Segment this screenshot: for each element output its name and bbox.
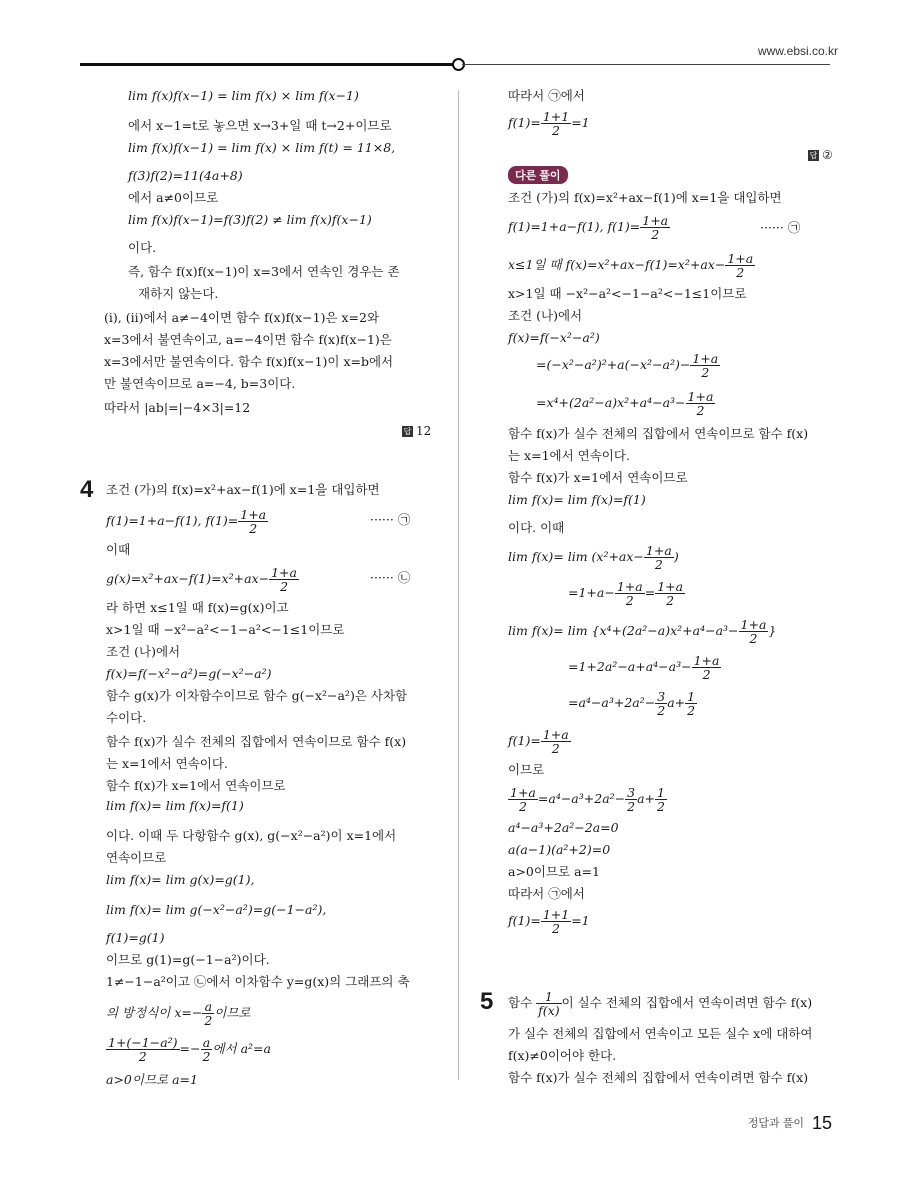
page-number: 15 xyxy=(811,1113,832,1133)
answer-value: 12 xyxy=(416,424,432,438)
right-line-1: 따라서 ㉠에서 xyxy=(508,88,585,103)
p5-line-2: 가 실수 전체의 집합에서 연속이고 모든 실수 x에 대하여 xyxy=(508,1026,813,1041)
p4-line-3: 이때 xyxy=(106,542,131,557)
p5-line-4: 함수 f(x)가 실수 전체의 집합에서 연속이려면 함수 f(x) xyxy=(508,1070,809,1085)
right-line-2: f(1)= $\frac{1+1}{2}$ =1 xyxy=(508,109,590,138)
right-line-3: 조건 (가)의 f(x)=x²+ax−f(1)에 x=1을 대입하면 xyxy=(508,190,782,205)
left-line-2: 에서 x−1=t로 놓으면 x→3+일 때 t→2+이므로 xyxy=(128,118,392,133)
right-line-10: =x⁴+(2a²−a)x²+a⁴−a³− $\frac{1+a}{2}$ xyxy=(536,389,714,418)
p4-line-18: lim f(x)= lim g(−x²−a²)=g(−1−a²), xyxy=(106,902,327,917)
p4-line-24: a>0이므로 a=1 xyxy=(106,1072,198,1087)
right-line-19: =1+2a²−a+a⁴−a³− $\frac{1+a}{2}$ xyxy=(568,653,720,682)
right-line-25: a(a−1)(a²+2)=0 xyxy=(508,842,611,857)
left-line-1: lim f(x)f(x−1) = lim f(x) × lim f(x−1) xyxy=(128,88,359,103)
p4-line-22: 의 방정식이 x=− $\frac{a}{2}$ 이므로 xyxy=(106,999,251,1028)
left-line-6: lim f(x)f(x−1)=f(3)f(2) ≠ lim f(x)f(x−1) xyxy=(128,212,372,227)
right-line-27: 따라서 ㉠에서 xyxy=(508,886,585,901)
right-line-11: 함수 f(x)가 실수 전체의 집합에서 연속이므로 함수 f(x) xyxy=(508,426,809,441)
header-rule-right xyxy=(462,64,830,65)
p4-line-12: 는 x=1에서 연속이다. xyxy=(106,756,228,771)
p4-line-23: $\frac{\text{1+(−1−a²)}}{2}$ =− $\frac{a}{2}$ 에서 a²=a xyxy=(108,1035,271,1064)
answer-icon: 답 xyxy=(809,151,818,160)
column-divider xyxy=(458,90,459,1080)
p4-line-19: f(1)=g(1) xyxy=(106,930,165,945)
site-url[interactable]: www.ebsi.co.kr xyxy=(757,44,838,58)
p4-line-2: f(1)=1+a−f(1), f(1)= $\frac{1+a}{2}$ xyxy=(106,507,267,536)
p4-line-10: 수이다. xyxy=(106,710,147,725)
answer-icon: 답 xyxy=(403,427,412,436)
right-line-15: 이다. 이때 xyxy=(508,520,565,535)
right-line-14: lim f(x)= lim f(x)=f(1) xyxy=(508,492,646,507)
p4-line-8: f(x)=f(−x²−a²)=g(−x²−a²) xyxy=(106,666,272,681)
p4-line-21: 1≠−1−a²이고 ㉡에서 이차함수 y=g(x)의 그래프의 축 xyxy=(106,974,410,989)
left-line-3: lim f(x)f(x−1) = lim f(x) × lim f(t) = 11×8, xyxy=(128,140,396,155)
right-line-13: 함수 f(x)가 x=1에서 연속이므로 xyxy=(508,470,688,485)
left-line-13: 만 불연속이므로 a=−4, b=3이다. xyxy=(104,376,296,391)
right-line-23: $\frac{1+a}{2}$ =a⁴−a³+2a²− $\frac{3}{2}$ a+ $\frac{1}{2}$ xyxy=(510,785,665,814)
left-line-5: 에서 a≠0이므로 xyxy=(128,190,219,205)
p5-line-3: f(x)≠0이어야 한다. xyxy=(508,1048,617,1063)
p4-line-1: 조건 (가)의 f(x)=x²+ax−f(1)에 x=1을 대입하면 xyxy=(106,482,380,497)
left-line-12: x=3에서만 불연속이다. 함수 f(x)f(x−1)이 x=b에서 xyxy=(104,354,394,369)
right-line-7: 조건 (나)에서 xyxy=(508,308,583,323)
p4-line-9: 함수 g(x)가 이차함수이므로 함수 g(−x²−a²)은 사차함 xyxy=(106,688,408,703)
right-line-6: x>1일 때 −x²−a²<−1−a²<−1≤1이므로 xyxy=(508,286,747,301)
p4-line-16: 연속이므로 xyxy=(106,850,167,865)
header-rule-left xyxy=(80,63,456,66)
p4-line-14: lim f(x)= lim f(x)=f(1) xyxy=(106,798,244,813)
right-line-16: lim f(x)= lim (x²+ax− $\frac{1+a}{2}$ ) xyxy=(508,543,679,572)
right-line-20: =a⁴−a³+2a²− $\frac{3}{2}$ a+ $\frac{1}{2}$ xyxy=(568,689,696,718)
right-line-4: f(1)=1+a−f(1), f(1)= $\frac{1+a}{2}$ xyxy=(508,213,669,242)
right-tag-1: ······ ㉠ xyxy=(760,220,801,235)
p4-line-17: lim f(x)= lim g(x)=g(1), xyxy=(106,872,255,887)
right-line-28: f(1)= $\frac{1+1}{2}$ =1 xyxy=(508,907,590,936)
p4-line-7: 조건 (나)에서 xyxy=(106,644,181,659)
left-line-14: 따라서 |ab|=|−4×3|=12 xyxy=(104,400,251,415)
right-line-9: =(−x²−a²)²+a(−x²−a²)− $\frac{1+a}{2}$ xyxy=(536,351,719,380)
p4-line-15: 이다. 이때 두 다항함수 g(x), g(−x²−a²)이 x=1에서 xyxy=(106,828,397,843)
problem-number-4: 4 xyxy=(80,476,94,503)
p4-tag-1: ······ ㉠ xyxy=(370,512,411,527)
p4-line-20: 이므로 g(1)=g(−1−a²)이다. xyxy=(106,952,270,967)
problem-number-5: 5 xyxy=(480,988,494,1015)
answer-mark-2 xyxy=(808,148,833,162)
p4-line-4: g(x)=x²+ax−f(1)=x²+ax− $\frac{1+a}{2}$ xyxy=(106,565,297,594)
answer-value: ② xyxy=(822,148,833,162)
left-line-4: f(3)f(2)=11(4a+8) xyxy=(128,168,243,183)
right-line-12: 는 x=1에서 연속이다. xyxy=(508,448,630,463)
p4-line-6: x>1일 때 −x²−a²<−1−a²<−1≤1이므로 xyxy=(106,622,345,637)
right-line-8: f(x)=f(−x²−a²) xyxy=(508,330,600,345)
p4-line-11: 함수 f(x)가 실수 전체의 집합에서 연속이므로 함수 f(x) xyxy=(106,734,407,749)
right-line-21: f(1)= $\frac{1+a}{2}$ xyxy=(508,727,569,756)
right-line-24: a⁴−a³+2a²−2a=0 xyxy=(508,820,619,835)
p4-line-13: 함수 f(x)가 x=1에서 연속이므로 xyxy=(106,778,286,793)
alternative-solution-badge: 다른 풀이 xyxy=(508,166,568,184)
right-line-22: 이므로 xyxy=(508,762,545,777)
left-line-11: x=3에서 불연속이고, a=−4이면 함수 f(x)f(x−1)은 xyxy=(104,332,392,347)
right-line-17: =1+a− $\frac{1+a}{2}$ = $\frac{1+a}{2}$ xyxy=(568,579,684,608)
left-line-8: 즉, 함수 f(x)f(x−1)이 x=3에서 연속인 경우는 존 xyxy=(128,264,400,279)
p4-line-5: 라 하면 x≤1일 때 f(x)=g(x)이고 xyxy=(106,600,289,615)
answer-mark-12 xyxy=(402,424,431,438)
footer-label: 정답과 풀이 xyxy=(747,1117,804,1130)
right-line-18: lim f(x)= lim {x⁴+(2a²−a)x²+a⁴−a³− $\frac{1+a}{2}$ } xyxy=(508,617,777,646)
right-line-26: a>0이므로 a=1 xyxy=(508,864,600,879)
page-footer xyxy=(748,1113,832,1134)
left-line-10: (i), (ii)에서 a≠−4이면 함수 f(x)f(x−1)은 x=2와 xyxy=(104,310,380,325)
left-line-9: 재하지 않는다. xyxy=(138,286,219,301)
p5-line-1: 함수 $\frac{1}{f(x)}$ 이 실수 전체의 집합에서 연속이려면 함수 f(x) xyxy=(508,989,813,1018)
left-line-7: 이다. xyxy=(128,240,157,255)
p4-tag-2: ······ ㉡ xyxy=(370,570,411,585)
right-line-5: x≤1일 때 f(x)=x²+ax−f(1)=x²+ax− $\frac{1+a}{2}$ xyxy=(508,251,754,280)
